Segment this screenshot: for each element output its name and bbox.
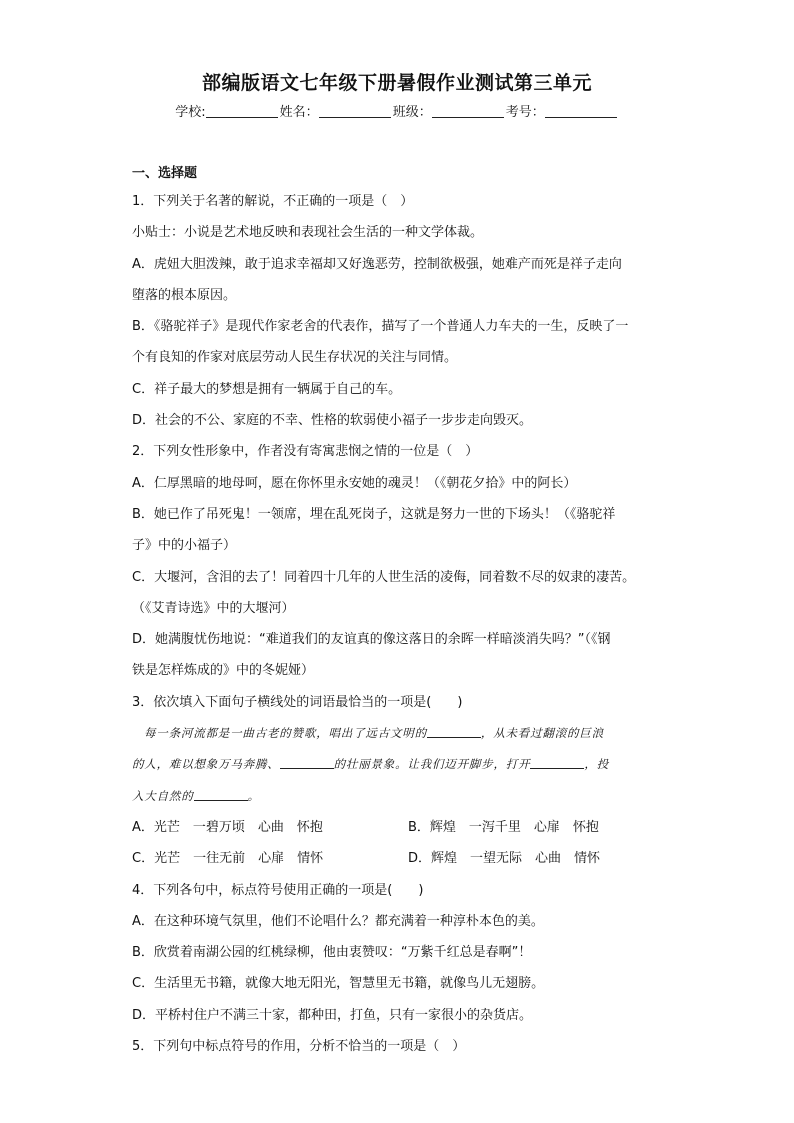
option-c[interactable]: C．大堰河，含泪的去了！同着四十几年的人世生活的凌侮，同着数不尽的奴隶的凄苦。 — [132, 569, 636, 585]
question-tip: 小贴士：小说是艺术地反映和表现社会生活的一种文学体裁。 — [132, 225, 484, 241]
question-stem: 2．下列女性形象中，作者没有寄寓悲悯之情的一位是（ ） — [132, 444, 479, 460]
passage-line-2: 的人，难以想象万马奔腾、 的壮丽景象。让我们迈开脚步，打开 ，投 — [132, 757, 610, 772]
option-b[interactable]: B．她已作了吊死鬼！一领席，埋在乱死岗子，这就是努力一世的下场头！（《骆驼祥 — [132, 506, 616, 522]
option-c[interactable]: C．光芒 一往无前 心扉 情怀 — [132, 851, 324, 867]
passage-line-3: 入大自然的 。 — [132, 788, 260, 803]
school-blank[interactable] — [206, 105, 278, 118]
option-d[interactable]: D．她满腹忧伤地说：“难道我们的友谊真的像这落日的余晖一样暗淡消失吗？”（《钢 — [132, 632, 611, 648]
question-1 — [132, 186, 672, 436]
passage-line-1: 每一条河流都是一曲古老的赞歌，唱出了远古文明的 ，从未看过翻滚的巨浪 — [144, 726, 604, 741]
option-b[interactable]: B．辉煌 一泻千里 心扉 怀抱 — [408, 819, 599, 835]
question-stem: 4．下列各句中，标点符号使用正确的一项是( ) — [132, 882, 424, 898]
question-3 — [132, 687, 672, 875]
fill-blank-2[interactable] — [280, 758, 334, 769]
option-a[interactable]: A．虎妞大胆泼辣，敢于追求幸福却又好逸恶劳，控制欲极强，她难产而死是祥子走向 — [132, 256, 622, 272]
option-b-cont: 个有良知的作家对底层劳动人民生存状况的关注与同情。 — [132, 350, 458, 366]
question-stem: 3．依次填入下面句子横线处的词语最恰当的一项是( ) — [132, 694, 463, 710]
options-row-2 — [132, 843, 672, 874]
options-row-1 — [132, 812, 672, 843]
question-stem: 1．下列关于名著的解说，不正确的一项是（ ） — [132, 194, 414, 209]
option-d-cont: 铁是怎样炼成的》中的冬妮娅） — [132, 663, 315, 679]
option-a[interactable]: A．在这种环境气氛里，他们不论唱什么？都充满着一种淳朴本色的美。 — [132, 913, 544, 929]
name-blank[interactable] — [319, 105, 391, 118]
class-label: 班级： — [392, 105, 432, 120]
student-info-line — [0, 101, 794, 120]
option-a-cont: 堕落的根本原因。 — [132, 287, 237, 303]
option-d[interactable]: D．社会的不公、家庭的不幸、性格的软弱使小福子一步步走向毁灭。 — [132, 413, 533, 429]
question-2 — [132, 436, 672, 686]
question-stem: 5．下列句中标点符号的作用，分析不恰当的一项是（ ） — [132, 1039, 466, 1055]
question-4 — [132, 875, 672, 1031]
option-a[interactable]: A．光芒 一碧万顷 心曲 怀抱 — [132, 819, 323, 835]
option-a[interactable]: A．仁厚黑暗的地母呵，愿在你怀里永安她的魂灵！（《朝花夕拾》中的阿长） — [132, 475, 577, 491]
option-d[interactable]: D．平桥村住户不满三十家，都种田，打鱼，只有一家很小的杂货店。 — [132, 1007, 533, 1023]
fill-blank-1[interactable] — [427, 727, 481, 738]
question-content — [132, 162, 672, 1062]
fill-blank-4[interactable] — [194, 790, 248, 801]
option-b-cont: 子》中的小福子） — [132, 538, 237, 554]
exam-no-blank[interactable] — [545, 105, 617, 118]
option-b[interactable]: B．欣赏着南湖公园的红桃绿柳，他由衷赞叹：“万紫千红总是春啊”！ — [132, 945, 532, 961]
school-label: 学校: — [175, 105, 206, 120]
option-d[interactable]: D．辉煌 一望无际 心曲 情怀 — [408, 851, 601, 867]
option-c[interactable]: C．祥子最大的梦想是拥有一辆属于自己的车。 — [132, 381, 402, 397]
question-5 — [132, 1031, 672, 1062]
fill-blank-3[interactable] — [530, 758, 584, 769]
section-heading: 一、选择题 — [132, 166, 198, 181]
option-b[interactable]: B．《骆驼祥子》是现代作家老舍的代表作，描写了一个普通人力车夫的一生，反映了一 — [132, 319, 629, 335]
page-title: 部编版语文七年级下册暑假作业测试第三单元 — [201, 72, 592, 94]
name-label: 姓名： — [279, 105, 319, 120]
exam-no-label: 考号： — [505, 105, 545, 120]
class-blank[interactable] — [432, 105, 504, 118]
option-c-cont: （《艾青诗选》中的大堰河） — [132, 600, 295, 616]
option-c[interactable]: C．生活里无书籍，就像大地无阳光，智慧里无书籍，就像鸟儿无翅膀。 — [132, 976, 545, 992]
